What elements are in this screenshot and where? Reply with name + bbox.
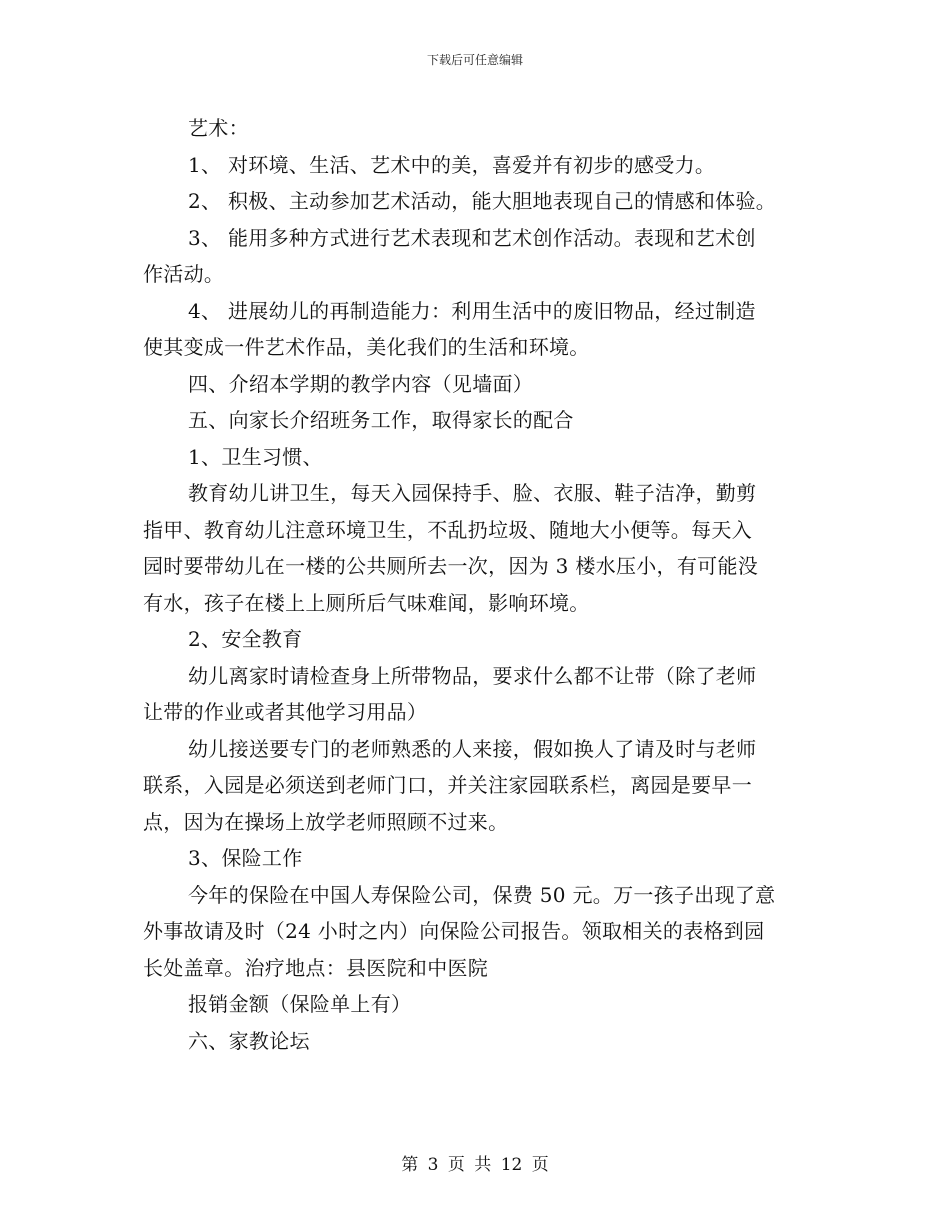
subheading-safety: 2、安全教育 <box>188 627 303 651</box>
safety-para-2-line-3: 点，因为在操场上放学老师照顾不过来。 <box>143 809 509 834</box>
section-heading-4: 四、介绍本学期的教学内容（见墙面） <box>188 371 534 396</box>
subheading-insurance: 3、保险工作 <box>188 846 303 870</box>
section-heading-5: 五、向家长介绍班务工作，取得家长的配合 <box>188 408 574 432</box>
hygiene-line-3: 园时要带幼儿在一楼的公共厕所去一次，因为 3 楼水压小，有可能没 <box>143 554 759 578</box>
safety-para-1-line-2: 让带的作业或者其他学习用品） <box>143 700 428 724</box>
reimbursement-line: 报销金额（保险单上有） <box>188 992 412 1016</box>
page-number: 第 3 页 共 12 页 <box>401 1155 549 1175</box>
art-goal-4-line-2: 使其变成一件艺术作品，美化我们的生活和环境。 <box>143 335 590 359</box>
art-goal-1: 1、 对环境、生活、艺术中的美，喜爱并有初步的感受力。 <box>188 152 716 177</box>
section-heading-art: 艺术： <box>188 116 249 140</box>
insurance-line-2: 外事故请及时（24 小时之内）向保险公司报告。领取相关的表格到园 <box>143 919 765 943</box>
page-header-note: 下载后可任意编辑 <box>426 53 523 67</box>
insurance-line-1: 今年的保险在中国人寿保险公司，保费 50 元。万一孩子出现了意 <box>188 882 776 907</box>
section-heading-6: 六、家教论坛 <box>188 1028 310 1053</box>
hygiene-line-1: 教育幼儿讲卫生，每天入园保持手、脸、衣服、鞋子洁净，勤剪 <box>188 481 757 505</box>
hygiene-line-2: 指甲、教育幼儿注意环境卫生，不乱扔垃圾、随地大小便等。每天入 <box>143 517 752 542</box>
art-goal-2: 2、 积极、主动参加艺术活动，能大胆地表现自己的情感和体验。 <box>188 189 777 213</box>
subheading-hygiene: 1、卫生习惯、 <box>188 444 323 469</box>
safety-para-1-line-1: 幼儿离家时请检查身上所带物品，要求什么都不让带（除了老师 <box>188 663 757 688</box>
art-goal-3-line-2: 作活动。 <box>143 262 225 286</box>
safety-para-2-line-2: 联系，入园是必须送到老师门口，并关注家园联系栏，离园是要早一 <box>143 773 752 797</box>
document-body <box>143 110 808 1059</box>
insurance-line-3: 长处盖章。治疗地点：县医院和中医院 <box>143 955 489 980</box>
art-goal-3-line-1: 3、 能用多种方式进行艺术表现和艺术创作活动。表现和艺术创 <box>188 225 756 250</box>
safety-para-2-line-1: 幼儿接送要专门的老师熟悉的人来接，假如换人了请及时与老师 <box>188 736 757 761</box>
hygiene-line-4: 有水，孩子在楼上上厕所后气味难闻，影响环境。 <box>143 590 590 615</box>
art-goal-4-line-1: 4、 进展幼儿的再制造能力：利用生活中的废旧物品，经过制造 <box>188 298 756 323</box>
